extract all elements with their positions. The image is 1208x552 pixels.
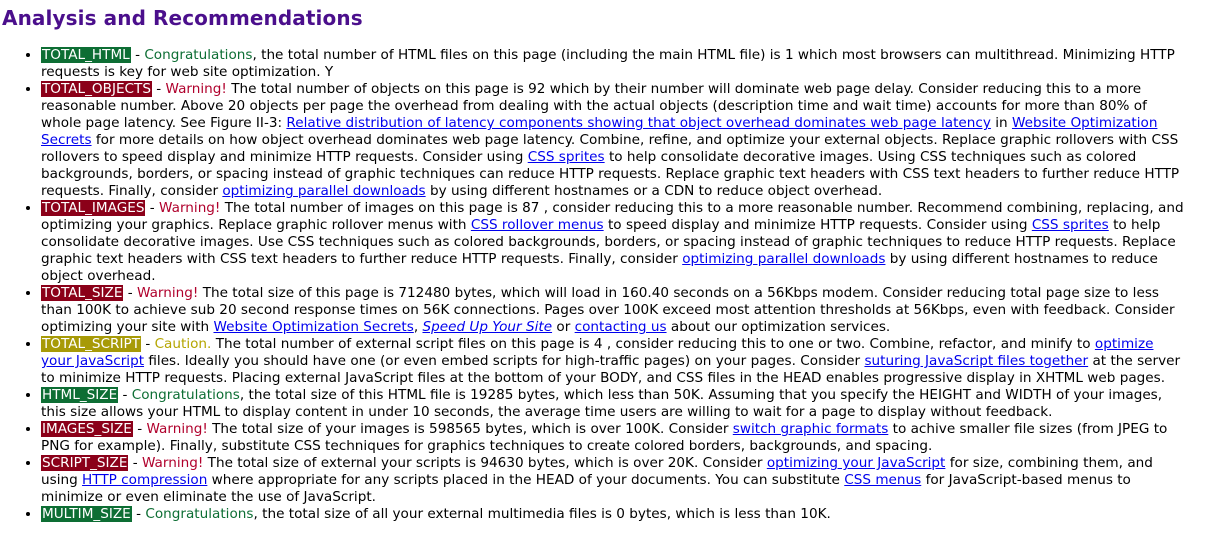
message-text: by using different hostnames to reduce object overhead.	[41, 251, 1158, 284]
list-item-total-objects: • TOTAL_OBJECTS - Warning! The total number of objects on this page is 92 which by their number will dominate web page delay. Consider reducing this to a more reasonable number. Above 20 objects per page the overhead from dealing with the actual objects (description time and wait time) accounts for more than 80% of whole page latency. See Figure II-3: Relative distribution of latency components showing that object overhead dominates web page latency in Website Optimization Secrets for more details on how object overhead dominates web page latency. Combine, refine, and optimize your external objects. Replace graphic rollovers with CSS rollovers to speed display and minimize HTTP requests. Consider using CSS sprites to help consolidate decorative images. Using CSS techniques such as colored backgrounds, borders, or spacing instead of graphic techniques can reduce HTTP requests. Replace graphic text headers with CSS text headers to further reduce HTTP requests. Finally, consider optimizing parallel downloads by using different hostnames or a CDN to reduce object overhead.	[41, 81, 1208, 200]
css-sprites-link[interactable]: CSS sprites	[527, 149, 605, 165]
status-text: Warning!	[146, 421, 208, 437]
website-optimization-secrets-link[interactable]: Website Optimization Secrets	[213, 319, 414, 335]
message-text: , the total number of HTML files on this page (including the main HTML file) is 1 which most browsers can multithread. Minimizing HTTP requests is key for web site optimization. Y	[41, 47, 1175, 80]
status-badge-images-size: IMAGES_SIZE	[42, 421, 132, 437]
status-text: Caution.	[154, 336, 212, 352]
latency-distribution-link[interactable]: Relative distribution of latency components showing that object overhead dominates web page latency	[286, 115, 991, 131]
status-text: Congratulations	[131, 387, 240, 403]
message-text: , the total size of this HTML file is 19285 bytes, which less than 50K. Assuming that you specify the HEIGHT and WIDTH of your images, this size allows your HTML to display content in under 10 seconds, the average time users are willing to wait for a page to display without feedback.	[41, 387, 1163, 420]
message-text: files. Ideally you should have one (or even embed scripts for high-traffic pages) on your pages. Consider	[144, 353, 865, 369]
status-badge-multim-size: MULTIM_SIZE	[42, 506, 131, 522]
message-text: or	[552, 319, 575, 335]
list-item-total-script: • TOTAL_SCRIPT - Caution. The total number of external script files on this page is 4 , consider reducing this to one or two. Combine, refactor, and minify to optimize your JavaScript files. Ideally you should have one (or even embed scripts for high-traffic pages) on your pages. Consider suturing JavaScript files together at the server to minimize HTTP requests. Placing external JavaScript files at the bottom of your BODY, and CSS files in the HEAD enables progressive display in XHTML web pages.	[41, 336, 1208, 387]
list-item-total-images: • TOTAL_IMAGES - Warning! The total number of images on this page is 87 , consider reducing this to a more reasonable number. Recommend combining, replacing, and optimizing your graphics. Replace graphic rollover menus with CSS rollover menus to speed display and minimize HTTP requests. Consider using CSS sprites to help consolidate decorative images. Use CSS techniques such as colored backgrounds, borders, or spacing instead of graphic techniques to reduce HTTP requests. Replace graphic text headers with CSS text headers to further reduce HTTP requests. Finally, consider optimizing parallel downloads by using different hostnames to reduce object overhead.	[41, 200, 1208, 285]
status-text: Warning!	[137, 285, 199, 301]
status-badge-total-images: TOTAL_IMAGES	[42, 200, 145, 216]
speed-up-your-site-link[interactable]: Speed Up Your Site	[422, 319, 553, 335]
message-text: The total size of your images is 598565 bytes, which is over 100K. Consider	[207, 421, 733, 437]
status-badge-total-objects: TOTAL_OBJECTS	[42, 81, 151, 97]
status-badge-total-script: TOTAL_SCRIPT	[42, 336, 140, 352]
message-text: The total size of external your scripts is 94630 bytes, which is over 20K. Consider	[203, 455, 767, 471]
switch-graphic-formats-link[interactable]: switch graphic formats	[732, 421, 889, 437]
status-badge-total-size: TOTAL_SIZE	[42, 285, 123, 301]
list-item-total-size: • TOTAL_SIZE - Warning! The total size of this page is 712480 bytes, which will load in 160.40 seconds on a 56Kbps modem. Consider reducing total page size to less than 100K to achieve sub 20 second response times on 56K connections. Pages over 100K exceed most attention thresholds at 56Kbps, even with feedback. Consider optimizing your site with Website Optimization Secrets, Speed Up Your Site or contacting us about our optimization services.	[41, 285, 1208, 336]
status-text: Congratulations	[144, 47, 253, 63]
optimizing-javascript-link[interactable]: optimizing your JavaScript	[766, 455, 946, 471]
message-text: to achive smaller file sizes (from JPEG to PNG for example). Finally, substitute CSS techniques for graphics techniques to create colored borders, backgrounds, and spacing.	[41, 421, 1168, 454]
css-sprites-link[interactable]: CSS sprites	[1031, 217, 1109, 233]
message-text: to help consolidate decorative images. Using CSS techniques such as colored backgrounds, borders, or spacing instead of graphic techniques can reduce HTTP requests. Replace graphic text headers with CSS text headers to further reduce HTTP requests. Finally, consider	[41, 149, 1180, 199]
suturing-javascript-link[interactable]: suturing JavaScript files together	[864, 353, 1089, 369]
status-badge-script-size: SCRIPT_SIZE	[42, 455, 128, 471]
message-text: for JavaScript-based menus to minimize or even eliminate the use of JavaScript.	[41, 472, 1131, 505]
message-text: where appropriate for any scripts placed in the HEAD of your documents. You can substitute	[207, 472, 845, 488]
status-text: Congratulations	[145, 506, 254, 522]
list-item-total-html: • TOTAL_HTML - Congratulations, the total number of HTML files on this page (including the main HTML file) is 1 which most browsers can multithread. Minimizing HTTP requests is key for web site optimization. Y	[41, 47, 1208, 81]
message-text: The total number of images on this page is 87 , consider reducing this to a more reasonable number. Recommend combining, replacing, and optimizing your graphics. Replace graphic rollover menus with	[41, 200, 1184, 233]
message-text: , the total size of all your external multimedia files is 0 bytes, which is less than 10K.	[253, 506, 831, 522]
status-badge-html-size: HTML_SIZE	[42, 387, 118, 403]
message-text: to speed display and minimize HTTP requests. Consider using	[603, 217, 1032, 233]
status-text: Warning!	[159, 200, 221, 216]
css-menus-link[interactable]: CSS menus	[844, 472, 922, 488]
status-badge-total-html: TOTAL_HTML	[42, 47, 130, 63]
message-text: The total number of external script files on this page is 4 , consider reducing this to one or two. Combine, refactor, and minify to	[211, 336, 1095, 352]
http-compression-link[interactable]: HTTP compression	[82, 472, 208, 488]
status-text: Warning!	[141, 455, 204, 471]
message-text: The total size of this page is 712480 bytes, which will load in 160.40 seconds on a 56Kbps modem. Consider reducing total page size to less than 100K to achieve sub 20 second response times on 56K connections. Pages over 100K exceed most attention thresholds at 56Kbps, even with feedback. Consider optimizing your site with	[41, 285, 1175, 335]
list-item-multim-size: • MULTIM_SIZE - Congratulations, the total size of all your external multimedia files is 0 bytes, which is less than 10K.	[41, 506, 1208, 523]
optimizing-parallel-downloads-link[interactable]: optimizing parallel downloads	[682, 251, 886, 267]
recommendations-list	[0, 47, 1208, 523]
website-optimization-secrets-link[interactable]: Website Optimization Secrets	[41, 115, 1158, 148]
optimize-javascript-link[interactable]: optimize your JavaScript	[41, 336, 1154, 369]
message-text: The total number of objects on this page is 92 which by their number will dominate web page delay. Consider reducing this to a more reasonable number. Above 20 objects per page the overhead from dealing with the actual objects (description time and wait time) accounts for more than 80% of whole page latency. See Figure II-3:	[41, 81, 1147, 131]
list-item-images-size: • IMAGES_SIZE - Warning! The total size of your images is 598565 bytes, which is over 100K. Consider switch graphic formats to achive smaller file sizes (from JPEG to PNG for example). Finally, substitute CSS techniques for graphics techniques to create colored borders, backgrounds, and spacing.	[41, 421, 1208, 455]
status-text: Warning!	[165, 81, 227, 97]
message-text: by using different hostnames or a CDN to reduce object overhead.	[425, 183, 883, 199]
message-text: in	[990, 115, 1012, 131]
page-title: Analysis and Recommendations	[2, 6, 363, 30]
message-text: to help consolidate decorative images. Use CSS techniques such as colored backgrounds, borders, or spacing instead of graphic techniques to reduce HTTP requests. Replace graphic text headers with CSS text headers to further reduce HTTP requests. Finally, consider	[41, 217, 1176, 267]
message-text: at the server to minimize HTTP requests. Placing external JavaScript files at the bottom of your BODY, and CSS files in the HEAD enables progressive display in XHTML web pages.	[41, 353, 1181, 386]
contacting-us-link[interactable]: contacting us	[574, 319, 667, 335]
list-item-script-size: • SCRIPT_SIZE - Warning! The total size of external your scripts is 94630 bytes, which is over 20K. Consider optimizing your JavaScript for size, combining them, and using HTTP compression where appropriate for any scripts placed in the HEAD of your documents. You can substitute CSS menus for JavaScript-based menus to minimize or even eliminate the use of JavaScript.	[41, 455, 1208, 506]
optimizing-parallel-downloads-link[interactable]: optimizing parallel downloads	[222, 183, 426, 199]
css-rollover-menus-link[interactable]: CSS rollover menus	[470, 217, 604, 233]
message-text: for more details on how object overhead dominates web page latency. Combine, refine, and optimize your external objects. Replace graphic rollovers with CSS rollovers to speed display and minimize HTTP requests. Consider using	[41, 132, 1179, 165]
message-text: about our optimization services.	[666, 319, 891, 335]
message-text: for size, combining them, and using	[41, 455, 1153, 488]
message-text: ,	[413, 319, 423, 335]
list-item-html-size: • HTML_SIZE - Congratulations, the total size of this HTML file is 19285 bytes, which less than 50K. Assuming that you specify the HEIGHT and WIDTH of your images, this size allows your HTML to display content in under 10 seconds, the average time users are willing to wait for a page to display without feedback.	[41, 387, 1208, 421]
